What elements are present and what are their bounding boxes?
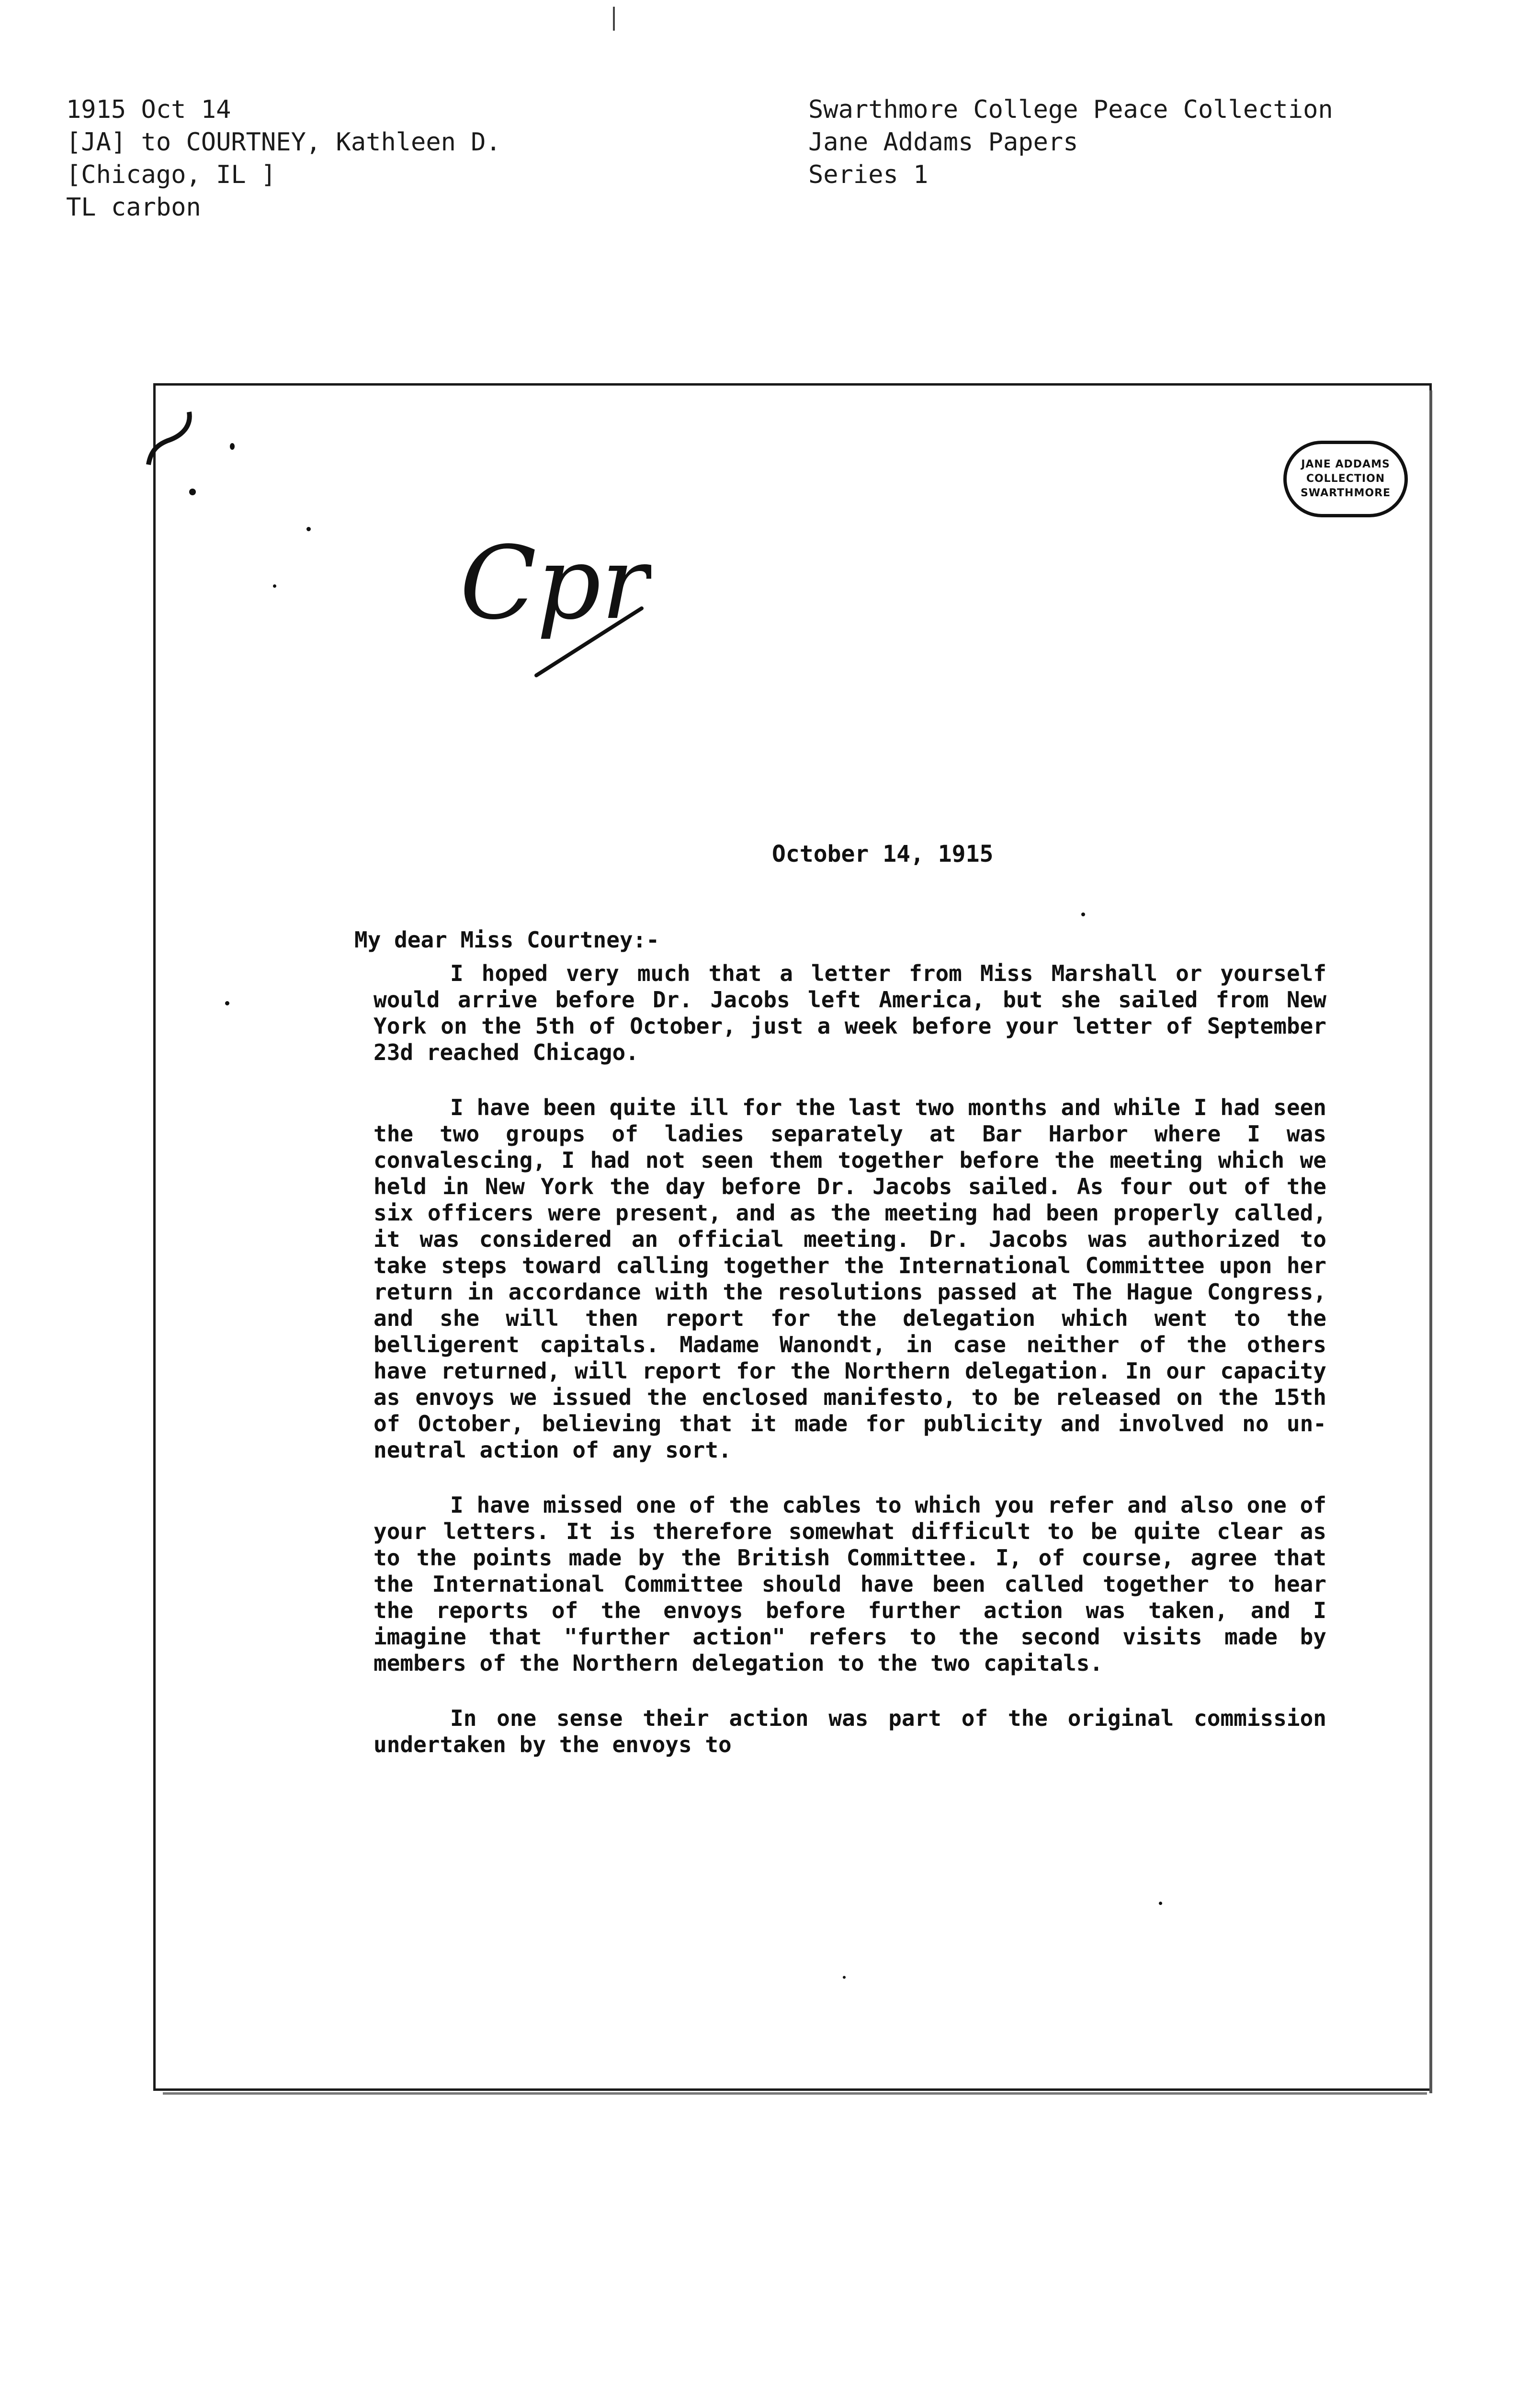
- letter-paragraph: I have missed one of the cables to which you refer and also one of your letters. It is therefore somewhat difficult to be quite clear as to the points made by the British Committee. I, of course, agree that the International Committee should have been called together to hear the reports of the envoys before further action was taken, and I imagine that "further action" refers to the second visits made by members of the Northern delegation to the two capitals.: [374, 1492, 1326, 1676]
- archival-collection: Swarthmore College Peace Collection: [808, 95, 1333, 124]
- ink-stroke: [148, 412, 190, 465]
- letter-salutation: My dear Miss Courtney:-: [354, 927, 659, 953]
- scan-speck: [230, 443, 235, 450]
- archival-series: Series 1: [808, 160, 929, 189]
- letter-paragraph: In one sense their action was part of the original commission undertaken by the envoys to: [374, 1705, 1326, 1757]
- letter-body: [374, 960, 1326, 1787]
- archival-metadata-left: [66, 93, 501, 224]
- scan-speck: [843, 1976, 846, 1979]
- stamp-line: SWARTHMORE: [1300, 487, 1391, 499]
- initials-text: Cpr: [460, 525, 649, 642]
- collection-stamp: [1283, 441, 1408, 517]
- letter-paragraph: I have been quite ill for the last two months and while I had seen the two groups of ladies separately at Bar Harbor where I was convalescing, I had not seen them together before the meeting which we held in New York the day before Dr. Jacobs sailed. As four out of the six officers were present, and as the meeting had been properly called, it was considered an official meeting. Dr. Jacobs was authorized to take steps toward calling together the International Committee upon her return in accordance with the resolutions passed at The Hague Congress, and she will then report for the delegation which went to the belligerent capitals. Madame Wanondt, in case neither of the others have returned, will report for the Northern delegation. In our capacity as envoys we issued the enclosed manifesto, to be released on the 15th of October, believing that it made for publicity and involved no un-neutral action of any sort.: [374, 1095, 1326, 1463]
- stamp-line: COLLECTION: [1306, 473, 1385, 485]
- handwritten-initials: [450, 503, 651, 685]
- scan-speck: [189, 489, 196, 495]
- archival-place: [Chicago, IL ]: [66, 160, 276, 189]
- letter-date: October 14, 1915: [772, 841, 994, 867]
- archival-metadata-right: [808, 93, 1333, 191]
- corner-ink-mark: [144, 407, 201, 479]
- archival-papers: Jane Addams Papers: [808, 128, 1078, 157]
- archival-date: 1915 Oct 14: [66, 95, 231, 124]
- scan-mark: [613, 7, 615, 31]
- scan-speck: [1159, 1902, 1162, 1905]
- archival-format: TL carbon: [66, 193, 201, 222]
- scan-speck: [1081, 912, 1085, 916]
- stamp-line: JANE ADDAMS: [1301, 458, 1390, 470]
- scan-speck: [225, 1001, 229, 1005]
- sheet-edge-right: [1429, 390, 1432, 2093]
- sheet-edge-bottom: [163, 2092, 1427, 2095]
- scan-speck: [273, 584, 276, 588]
- scan-speck: [306, 527, 311, 531]
- archival-correspondents: [JA] to COURTNEY, Kathleen D.: [66, 128, 501, 157]
- letter-paragraph: I hoped very much that a letter from Miss Marshall or yourself would arrive before Dr. Jacobs left America, but she sailed from New York on the 5th of October, just a week before your letter of September 23d reached Chicago.: [374, 960, 1326, 1065]
